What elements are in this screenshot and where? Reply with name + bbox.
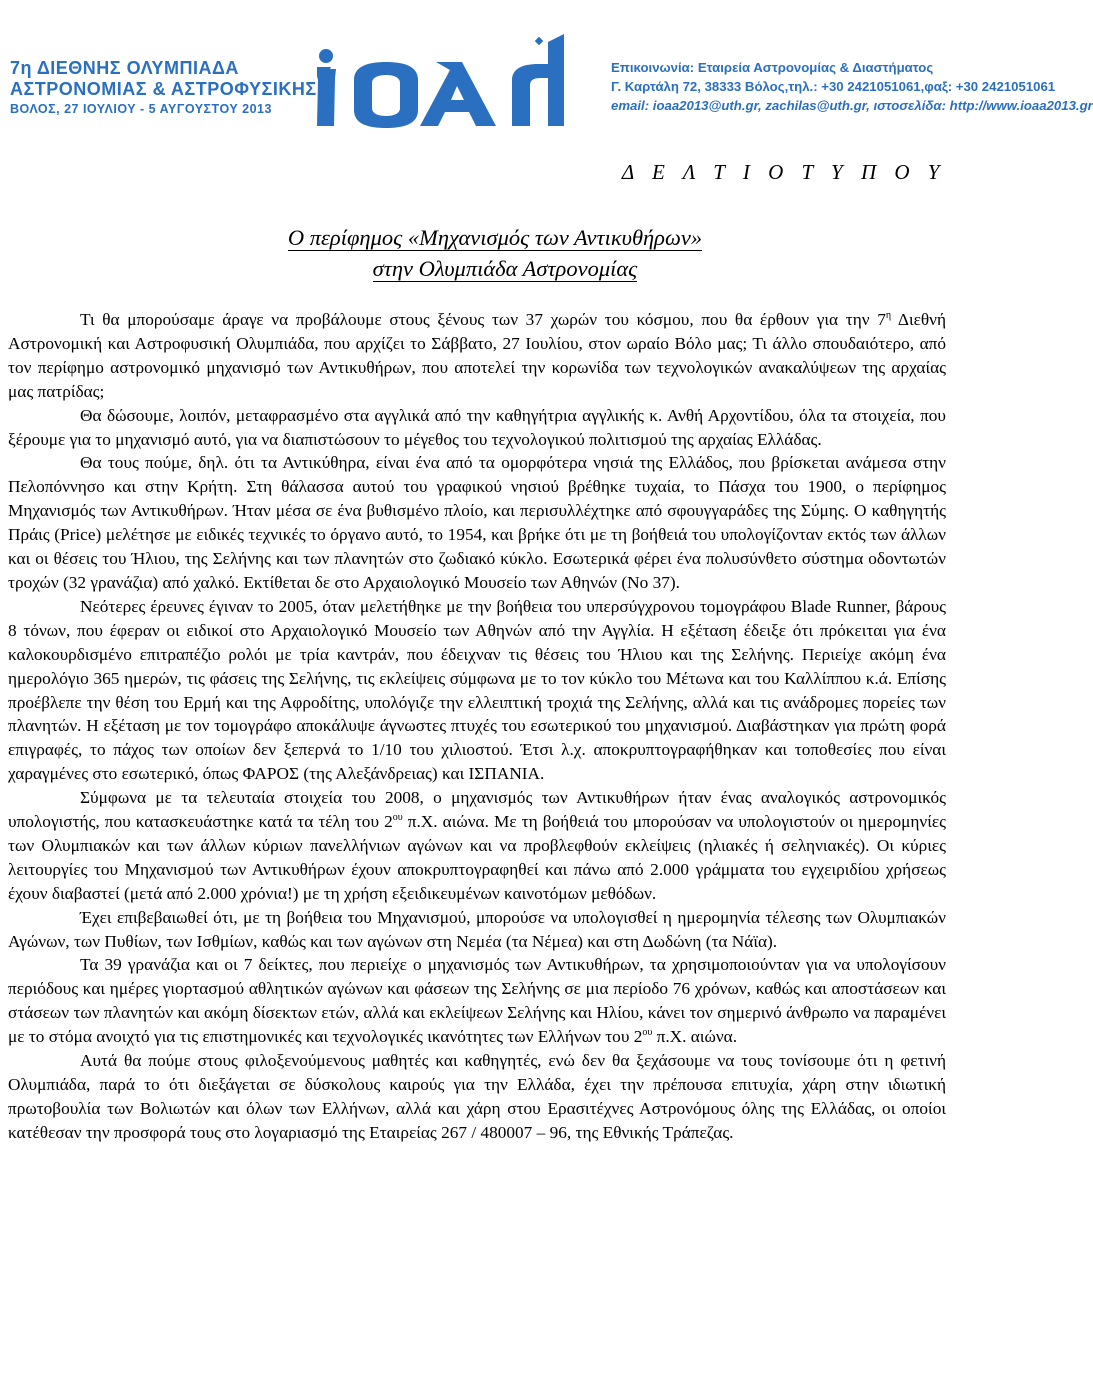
olympiad-title-line2: ΑΣΤΡΟΝΟΜΙΑΣ & ΑΣΤΡΟΦΥΣΙΚΗΣ [10, 79, 317, 99]
olympiad-title [10, 58, 317, 118]
paragraph-2: Θα δώσουμε, λοιπόν, μεταφρασμένο στα αγγλικά από την καθηγήτρια αγγλικής κ. Ανθή Αρχοντίδου, όλα τα στοιχεία, που ξέρουμε για το μηχανισμό αυτό, για να διαπιστώσουν το μέγεθος του τεχνολογικού πολιτισμού της αρχαίας Ελλάδας. [8, 405, 946, 449]
contact-organization: Επικοινωνία: Εταιρεία Αστρονομίας & Διαστήματος [611, 60, 934, 75]
paragraph-7: Τα 39 γρανάζια και οι 7 δείκτες, που περιείχε ο μηχανισμός των Αντικυθήρων, τα χρησιμοποιούνταν για να υπολογίσουν περιόδους και ημέρες γιορτασμού αθλητικών αγώνων και φάσεων της Σελήνης σε μια περίοδο 76 χρόνων, καθώς και αποστάσεων και στάσεων των πλανητών και ακόμη δίσεκτων ετών, αλλά και εκλείψεων Σελήνης και Ηλίου, κάνει τον σημερινό άνθρωπο να παραμένει με το στόμα ανοιχτό για τις επιστημονικές και τεχνολογικές ικανότητες των Ελλήνων του $2^{o\upsilon}$ π.Χ. αιώνα. [8, 955, 946, 1047]
contact-block [611, 58, 1093, 115]
paragraph-6: Έχει επιβεβαιωθεί ότι, με τη βοήθεια του Μηχανισμού, μπορούσε να υπολογισθεί η ημερομηνία τέλεσης των Ολυμπιακών Αγώνων, των Πυθίων, των Ισθμίων, καθώς και των αγώνων στη Νεμέα (τα Νέμεα) και στη Δωδώνη (τα Νάϊα). [8, 907, 946, 951]
logo-text: ioaa [286, 28, 288, 29]
article-body [8, 308, 946, 1145]
olympiad-dates: ΒΟΛΟΣ, 27 ΙΟΥΛΙΟΥ - 5 ΑΥΓΟΥΣΤΟΥ 2013 [10, 102, 272, 116]
paragraph-5: Σύμφωνα με τα τελευταία στοιχεία του 2008, ο μηχανισμός των Αντικυθήρων ήταν ένας αναλογικός αστρονομικός υπολογιστής, που κατασκευάστηκε κατά τα τέλη του $2^{o\upsilon}$ π.Χ. αιώνα. Με τη βοήθειά του μπορούσαν να υπολογιστούν οι ημερομηνίες των Ολυμπιακών και των άλλων κύριων πανελλήνιων αγώνων και να προβλεφθούν εκλείψεις (ηλιακές ή σεληνιακές). Οι κύριες λειτουργίες του Μηχανισμού των Αντικυθήρων έχουν αποκρυπτογραφηθεί και πάνω από 2.000 γράμματα του εγχειριδίου χρήσεως έχουν διαβαστεί (μετά από 2.000 χρόνια!) με τη χρήση εξειδικευμένων καινοτόμων μεθόδων. [8, 788, 946, 903]
paragraph-1: Τι θα μπορούσαμε άραγε να προβάλουμε στους ξένους των 37 χωρών του κόσμου, που θα έρθουν για την $7^\eta$ Διεθνή Αστρονομική και Αστροφυσική Ολυμπιάδα, που αρχίζει το Σάββατο, 27 Ιουλίου, στον ωραίο Βόλο μας; Τι άλλο σπουδαιότερο, από τον περίφημο αστρονομικό μηχανισμό των Αντικυθήρων, που αποτελεί την κορωνίδα των τεχνολογικών ανακαλύψεων της αρχαίας μας πατρίδας; [8, 310, 946, 401]
paragraph-3: Θα τους πούμε, δηλ. ότι τα Αντικύθηρα, είναι ένα από τα ομορφότερα νησιά της Ελλάδος, που βρίσκεται ανάμεσα στην Πελοπόννησο και στην Κρήτη. Στη θάλασσα αυτού του γραφικού νησιού βρέθηκε τυχαία, το Πάσχα του 1900, ο περίφημος Μηχανισμός των Αντικυθήρων. Ήταν μέσα σε ένα βυθισμένο πλοίο, και περισυλλέχτηκε από σφουγγαράδες της Σύμης. Ο καθηγητής Πράις (Price) μελέτησε με ειδικές τεχνικές το όργανο αυτό, το 1954, και βρήκε ότι με τη βοήθειά του υπολογίζονταν εκτός των άλλων και οι θέσεις του Ήλιου, της Σελήνης και των πλανητών στο ζωδιακό κύκλο. Εσωτερικά φέρει ένα πολυσύνθετο σύστημα οδοντωτών τροχών (32 γρανάζια) από χαλκό. Εκτίθεται δε στο Αρχαιολογικό Μουσείο των Αθηνών (Νο 37). [8, 453, 946, 592]
headline-line2: στην Ολυμπιάδα Αστρονομίας [372, 256, 638, 281]
press-release-label: Δ Ε Λ Τ Ι Ο Τ Υ Π Ο Υ [621, 160, 946, 184]
olympiad-title-line1: 7η ΔΙΕΘΝΗΣ ΟΛΥΜΠΙΑΔΑ [10, 58, 239, 78]
ioaa-logo [286, 28, 596, 132]
paragraph-4: Νεότερες έρευνες έγιναν το 2005, όταν μελετήθηκε με την βοήθεια του υπερσύγχρονου τομογράφου Blade Runner, βάρους 8 τόνων, που έφεραν οι ειδικοί στο Αρχαιολογικό Μουσείο των Αθηνών από την Αγγλία. Η εξέταση έδειξε ότι πρόκειται για ένα καλοκουρδισμένο επιτραπέζιο ρολόι με τρία καντράν, που έδειχναν τις θέσεις του Ήλιου και της Σελήνης. Περιείχε ακόμη ένα ημερολόγιο 365 ημερών, τις φάσεις της Σελήνης, τις εκλείψεις σύμφωνα με το τον κύκλο του Μέτωνα και του Καλλίππου κ.ά. Επίσης προέβλεπε την θέση του Ερμή και της Αφροδίτης, υπολόγιζε την ελλειπτική τροχιά της Σελήνης, αλλά και τις ανάδρομες πορείες των πλανητών. Η εξέταση με τον τομογράφο αποκάλυψε άγνωστες πτυχές του εσωτερικού του μηχανισμού. Διαβάστηκαν για πρώτη φορά επιγραφές, το πάχος των οποίων δεν ξεπερνά το 1/10 του χιλιοστού. Έτσι λ.χ. αποκρυπτογραφήθηκαν και τοποθεσίες που είναι χαραγμένες στο εσωτερικό, όπως ΦΑΡΟΣ (της Αλεξάνδρειας) και ΙΣΠΑΝΙΑ. [8, 596, 946, 784]
contact-email-web: email: ioaa2013@uth.gr, zachilas@uth.gr, ιστοσελίδα: http://www.ioaa2013.gr [611, 98, 1093, 113]
headline [0, 222, 960, 284]
letterhead [0, 0, 1093, 132]
contact-address: Γ. Καρτάλη 72, 38333 Βόλος,τηλ.: +30 2421051061,φαξ: +30 2421051061 [611, 79, 1056, 94]
headline-line1: Ο περίφημος «Μηχανισμός των Αντικυθήρων» [287, 225, 703, 250]
paragraph-8: Αυτά θα πούμε στους φιλοξενούμενους μαθητές και καθηγητές, ενώ δεν θα ξεχάσουμε να τους τονίσουμε ότι η φετινή Ολυμπιάδα, παρά το ότι διεξάγεται σε δύσκολους καιρούς για την Ελλάδα, έχει την πρέπουσα επιτυχία, χάρη στην ιδιωτική πρωτοβουλία των Βολιωτών και όλων των Ελλήνων, αλλά και χάρη στου Ερασιτέχνες Αστρονόμους όλης της Ελλάδας, οι οποίοι κατέθεσαν την προσφορά τους στο λογαριασμό της Εταιρείας 267 / 480007 – 96, της Εθνικής Τράπεζας. [8, 1051, 946, 1142]
